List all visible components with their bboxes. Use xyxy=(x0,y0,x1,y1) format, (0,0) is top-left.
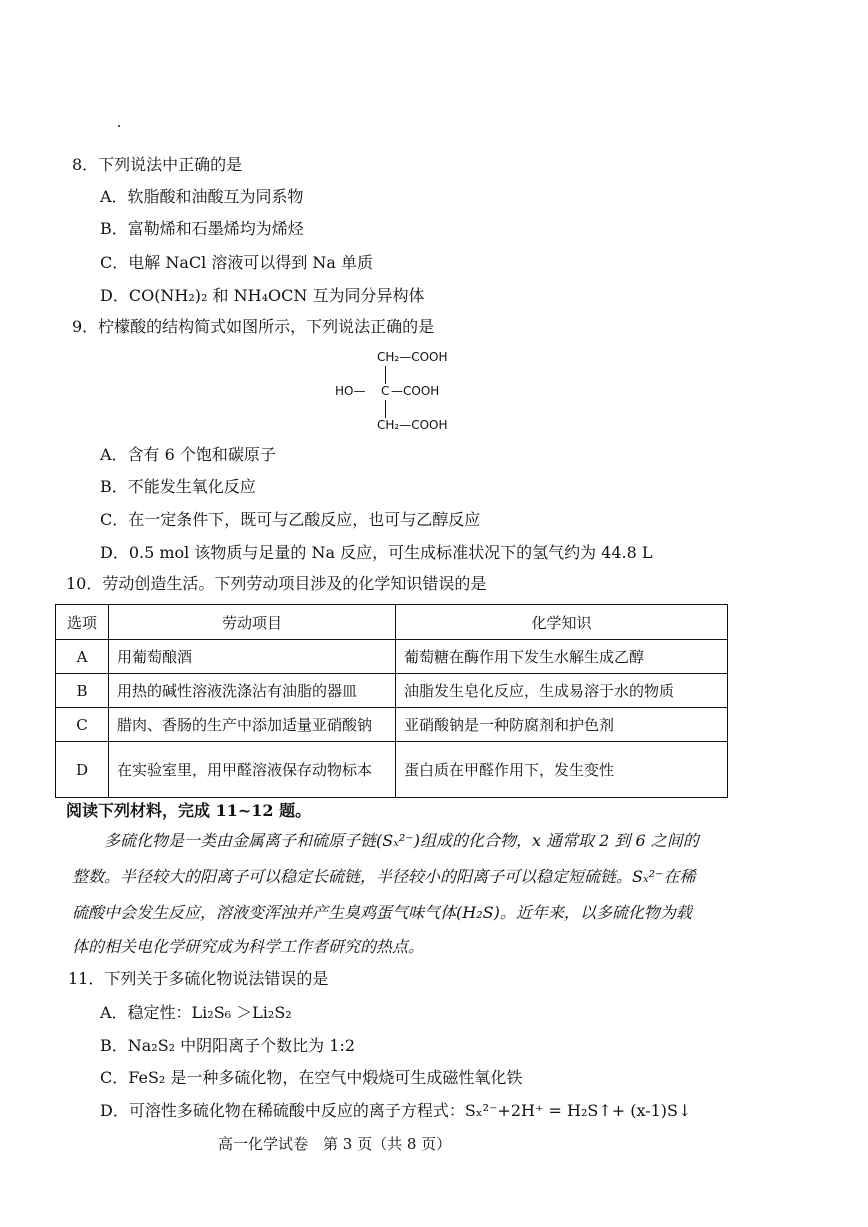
q11-option-c: C．FeS₂ 是一种多硫化物，在空气中煅烧可生成磁性氧化铁 xyxy=(100,1068,523,1087)
q11-option-a: A．稳定性：Li₂S₆ ＞Li₂S₂ xyxy=(100,1003,292,1022)
q11-option-d: D．可溶性多硫化物在稀硫酸中反应的离子方程式：Sₓ²⁻+2H⁺ = H₂S↑+ (x-1)S↓ xyxy=(100,1101,692,1120)
row-d-knowledge: 蛋白质在甲醛作用下，发生变性 xyxy=(396,742,728,798)
q9-option-a: A．含有 6 个饱和碳原子 xyxy=(100,445,276,464)
q10-stem: 10．劳动创造生活。下列劳动项目涉及的化学知识错误的是 xyxy=(66,574,487,593)
q10-table xyxy=(55,604,728,798)
row-b-label: B xyxy=(56,674,109,708)
table-row xyxy=(56,674,728,708)
q9-option-d: D．0.5 mol 该物质与足量的 Na 反应，可生成标准状况下的氢气约为 44.8 L xyxy=(100,543,653,562)
q8-option-b: B．富勒烯和石墨烯均为烯烃 xyxy=(100,219,304,238)
formula-bond-top xyxy=(385,366,386,384)
reading-line-2: 整数。半径较大的阳离子可以稳定长硫链，半径较小的阳离子可以稳定短硫链。Sₓ²⁻在稀 xyxy=(72,867,696,886)
page-footer: 高一化学试卷 第 3 页（共 8 页） xyxy=(218,1135,452,1153)
q8-option-a: A．软脂酸和油酸互为同系物 xyxy=(100,187,304,206)
reading-title: 阅读下列材料，完成 11~12 题。 xyxy=(66,801,312,820)
formula-bond-bottom xyxy=(385,400,386,418)
q11-stem: 11．下列关于多硫化物说法错误的是 xyxy=(68,969,329,988)
header-option: 选项 xyxy=(56,605,109,640)
reading-line-3: 硫酸中会发生反应，溶液变浑浊并产生臭鸡蛋气味气体(H₂S)。近年来，以多硫化物为载 xyxy=(72,903,692,922)
formula-bottom-group: CH₂—COOH xyxy=(377,418,448,432)
reading-line-4: 体的相关电化学研究成为科学工作者研究的热点。 xyxy=(72,937,425,956)
row-c-item: 腊肉、香肠的生产中添加适量亚硝酸钠 xyxy=(109,708,396,742)
q9-stem: 9．柠檬酸的结构简式如图所示，下列说法正确的是 xyxy=(72,317,435,336)
row-c-knowledge: 亚硝酸钠是一种防腐剂和护色剂 xyxy=(396,708,728,742)
q8-option-c: C．电解 NaCl 溶液可以得到 Na 单质 xyxy=(100,253,374,272)
q8-option-d: D．CO(NH₂)₂ 和 NH₄OCN 互为同分异构体 xyxy=(100,286,425,305)
header-labor-item: 劳动项目 xyxy=(109,605,396,640)
row-a-knowledge: 葡萄糖在酶作用下发生水解生成乙醇 xyxy=(396,640,728,674)
q11-option-b: B．Na₂S₂ 中阴阳离子个数比为 1:2 xyxy=(100,1036,356,1055)
row-d-label: D xyxy=(56,742,109,798)
table-header-row xyxy=(56,605,728,640)
citric-acid-structure xyxy=(335,348,475,438)
q9-option-b: B．不能发生氧化反应 xyxy=(100,477,256,496)
row-b-item: 用热的碱性溶液洗涤沾有油脂的器皿 xyxy=(109,674,396,708)
row-a-item: 用葡萄酿酒 xyxy=(109,640,396,674)
row-c-label: C xyxy=(56,708,109,742)
q8-stem: 8．下列说法中正确的是 xyxy=(72,155,243,174)
row-d-item: 在实验室里，用甲醛溶液保存动物标本 xyxy=(109,742,396,798)
formula-central-carbon: C xyxy=(381,384,390,398)
formula-top-group: CH₂—COOH xyxy=(377,350,448,364)
formula-middle-group: —COOH xyxy=(391,384,440,398)
header-chem-knowledge: 化学知识 xyxy=(396,605,728,640)
reading-line-1: 多硫化物是一类由金属离子和硫原子链(Sₓ²⁻)组成的化合物，x 通常取 2 到 6 之间的 xyxy=(104,831,699,850)
table-row xyxy=(56,708,728,742)
table-row xyxy=(56,742,728,798)
row-b-knowledge: 油脂发生皂化反应，生成易溶于水的物质 xyxy=(396,674,728,708)
formula-ho: HO— xyxy=(335,384,366,398)
q9-option-c: C．在一定条件下，既可与乙酸反应，也可与乙醇反应 xyxy=(100,510,481,529)
row-a-label: A xyxy=(56,640,109,674)
scan-dot xyxy=(118,125,120,127)
table-row xyxy=(56,640,728,674)
